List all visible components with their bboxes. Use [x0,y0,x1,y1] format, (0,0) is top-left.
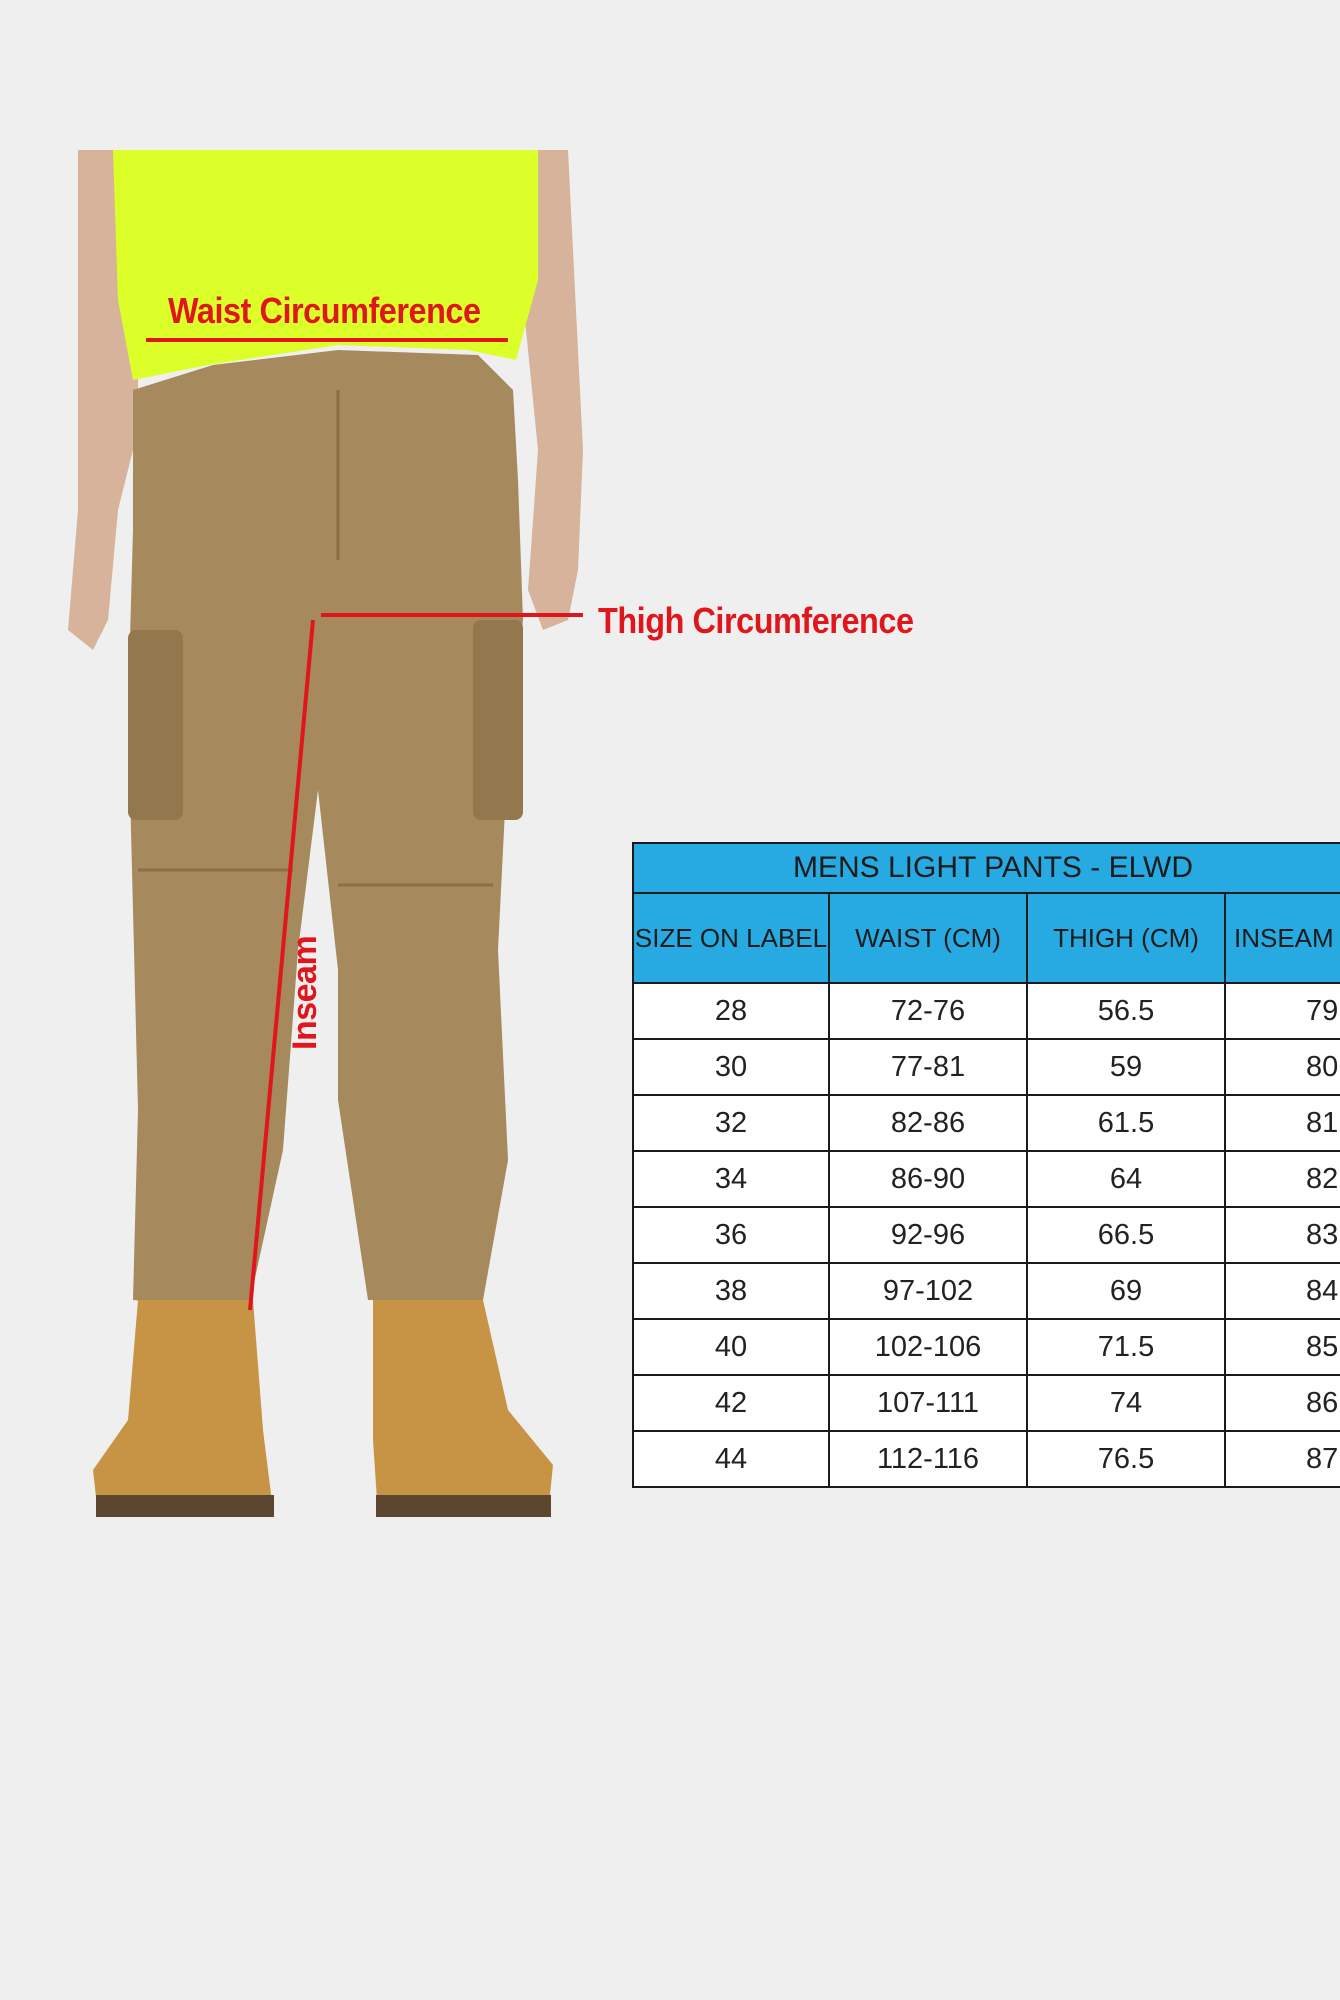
thigh-cell: 59 [1027,1039,1225,1095]
left-cargo-pocket [128,630,183,820]
size-cell: 44 [633,1431,829,1487]
size-cell: 36 [633,1207,829,1263]
waist-cell: 82-86 [829,1095,1027,1151]
right-cargo-pocket [473,620,523,820]
inseam-cell: 83 [1225,1207,1340,1263]
table-row [633,983,1340,1039]
shirt [113,150,538,380]
waist-cell: 102-106 [829,1319,1027,1375]
waist-cell: 92-96 [829,1207,1027,1263]
size-chart-table [632,842,1340,1488]
waist-cell: 112-116 [829,1431,1027,1487]
waist-cell: 72-76 [829,983,1027,1039]
waist-cell: 77-81 [829,1039,1027,1095]
column-header-thigh: THIGH (CM) [1027,893,1225,983]
table-row [633,1207,1340,1263]
thigh-cell: 69 [1027,1263,1225,1319]
thigh-cell: 76.5 [1027,1431,1225,1487]
table-row [633,1375,1340,1431]
inseam-cell: 86 [1225,1375,1340,1431]
size-cell: 40 [633,1319,829,1375]
table-row [633,1319,1340,1375]
column-header-waist: WAIST (CM) [829,893,1027,983]
inseam-cell: 81 [1225,1095,1340,1151]
thigh-circumference-label: Thigh Circumference [598,600,914,641]
inseam-cell: 82 [1225,1151,1340,1207]
inseam-cell: 85 [1225,1319,1340,1375]
thigh-cell: 66.5 [1027,1207,1225,1263]
table-row [633,1095,1340,1151]
table-row [633,1263,1340,1319]
thigh-cell: 71.5 [1027,1319,1225,1375]
inseam-cell: 87 [1225,1431,1340,1487]
inseam-cell: 80 [1225,1039,1340,1095]
size-cell: 42 [633,1375,829,1431]
table-title-row [633,843,1340,893]
inseam-cell: 79 [1225,983,1340,1039]
table-header-row [633,893,1340,983]
size-cell: 38 [633,1263,829,1319]
right-boot [373,1300,553,1515]
table-row [633,1431,1340,1487]
table-row [633,1151,1340,1207]
thigh-cell: 61.5 [1027,1095,1225,1151]
column-header-size: SIZE ON LABEL [633,893,829,983]
thigh-cell: 56.5 [1027,983,1225,1039]
waist-cell: 97-102 [829,1263,1027,1319]
waist-circumference-label: Waist Circumference [168,290,481,331]
table-row [633,1039,1340,1095]
model-figure [38,150,598,1550]
size-cell: 34 [633,1151,829,1207]
table-body [633,983,1340,1487]
inseam-label: Inseam [286,935,324,1050]
pants [128,350,523,1310]
left-boot [93,1300,273,1515]
column-header-inseam: INSEAM [1225,893,1340,983]
waist-cell: 86-90 [829,1151,1027,1207]
size-cell: 30 [633,1039,829,1095]
thigh-cell: 74 [1027,1375,1225,1431]
size-cell: 32 [633,1095,829,1151]
waist-cell: 107-111 [829,1375,1027,1431]
size-cell: 28 [633,983,829,1039]
table-title: MENS LIGHT PANTS - ELWD [633,843,1340,893]
thigh-cell: 64 [1027,1151,1225,1207]
inseam-cell: 84 [1225,1263,1340,1319]
